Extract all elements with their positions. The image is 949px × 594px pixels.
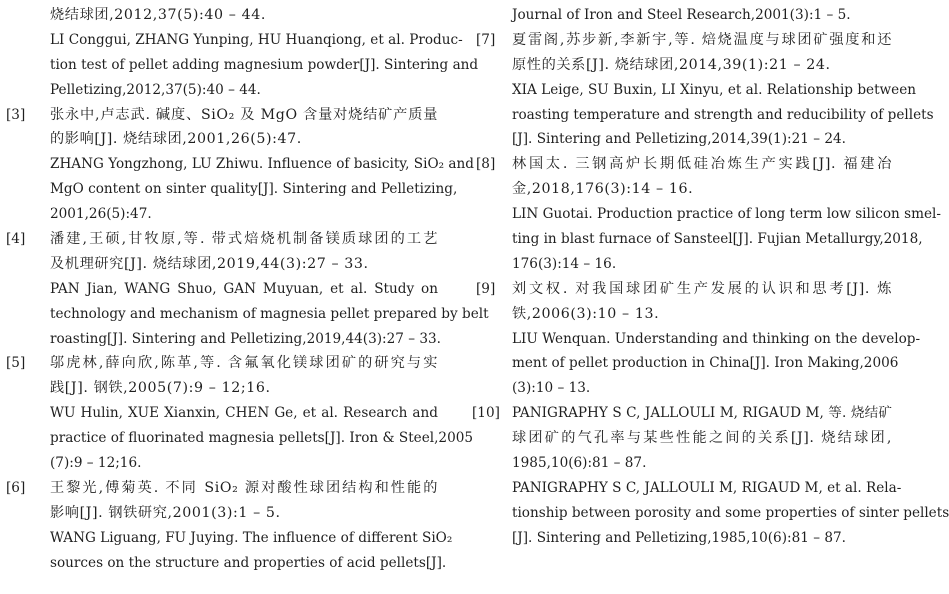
reference-entry (6, 227, 489, 351)
reference-number: [10] (472, 405, 500, 422)
reference-number: [9] (476, 280, 496, 297)
reference-line: MgO content on sinter quality[J]. Sintering and Pelletizing, (50, 181, 458, 198)
reference-entry (476, 277, 921, 401)
reference-line: 林国太. 三钢高炉长期低硅冶炼生产实践[J]. 福建冶 (512, 156, 892, 173)
reference-continuation (14, 28, 479, 103)
reference-number: [4] (6, 231, 26, 248)
reference-entry (472, 401, 949, 550)
reference-line: 影响[J]. 钢铁研究,2001(3):1 – 5. (50, 504, 281, 521)
reference-line: (3):10 – 13. (512, 380, 591, 397)
reference-line: PAN Jian, WANG Shuo, GAN Muyuan, et al. Study on (50, 280, 438, 297)
reference-entry (6, 476, 453, 576)
reference-line: LIU Wenquan. Understanding and thinking on the develop- (512, 330, 921, 347)
reference-line: 王黎光,傅菊英. 不同 SiO₂ 源对酸性球团结构和性能的 (50, 479, 438, 496)
reference-line: 邬虎林,薛向欣,陈革,等. 含氟氧化镁球团矿的研究与实 (50, 355, 438, 372)
reference-entry (476, 152, 941, 276)
reference-continuation (14, 3, 438, 28)
reference-line: 夏雷阁,苏步新,李新宇,等. 焙烧温度与球团矿强度和还 (512, 31, 892, 48)
reference-entry (6, 351, 474, 475)
reference-number: [7] (476, 31, 496, 48)
reference-line: 张永中,卢志武. 碱度、SiO₂ 及 MgO 含量对烧结矿产质量 (50, 106, 438, 123)
reference-line: 金,2018,176(3):14 – 16. (512, 181, 694, 198)
reference-line: tionship between porosity and some properties of sinter pellets (512, 504, 949, 521)
reference-line: 潘建,王硕,甘牧原,等. 带式焙烧机制备镁质球团的工艺 (50, 231, 438, 248)
reference-line: PANIGRAPHY S C, JALLOULI M, RIGAUD M, et al. Rela- (512, 479, 902, 496)
reference-line: Journal of Iron and Steel Research,2001(3):1 – 5. (512, 7, 851, 23)
reference-number: [6] (6, 479, 26, 496)
reference-entry (476, 28, 934, 152)
reference-line: [J]. Sintering and Pelletizing,1985,10(6):81 – 87. (512, 529, 846, 546)
reference-line: 践[J]. 钢铁,2005(7):9 – 12;16. (50, 380, 271, 397)
reference-line: LIN Guotai. Production practice of long term low silicon smel- (512, 206, 941, 223)
reference-number: [5] (6, 355, 26, 372)
reference-continuation (476, 3, 892, 28)
reference-line: 铁,2006(3):10 – 13. (512, 305, 660, 322)
reference-line: LI Conggui, ZHANG Yunping, HU Huanqiong, et al. Produc- (50, 31, 463, 48)
reference-line: 原性的关系[J]. 烧结球团,2014,39(1):21 – 24. (512, 56, 831, 73)
reference-line: ZHANG Yongzhong, LU Zhiwu. Influence of basicity, SiO₂ and (50, 156, 474, 173)
reference-column-right (472, 3, 949, 551)
reference-line: Pelletizing,2012,37(5):40 – 44. (50, 81, 261, 98)
reference-line: 及机理研究[J]. 烧结球团,2019,44(3):27 – 33. (50, 255, 369, 272)
reference-line: (7):9 – 12;16. (50, 455, 142, 472)
reference-line: practice of fluorinated magnesia pellets[J]. Iron & Steel,2005 (50, 430, 474, 447)
reference-line: ting in blast furnace of Sansteel[J]. Fujian Metallurgy,2018, (512, 231, 923, 248)
reference-line: sources on the structure and properties of acid pellets[J]. (50, 554, 447, 571)
reference-line: 烧结球团,2012,37(5):40 – 44. (50, 7, 266, 23)
reference-line: roasting temperature and strength and reducibility of pellets (512, 106, 934, 123)
reference-line: PANIGRAPHY S C, JALLOULI M, RIGAUD M, 等. 烧结矿 (512, 405, 892, 422)
reference-line: technology and mechanism of magnesia pellet prepared by belt (50, 305, 489, 322)
reference-line: 176(3):14 – 16. (512, 255, 617, 272)
reference-line: WANG Liguang, FU Juying. The influence of different SiO₂ (50, 529, 453, 546)
reference-line: tion test of pellet adding magnesium powder[J]. Sintering and (50, 56, 479, 73)
reference-line: 刘文权. 对我国球团矿生产发展的认识和思考[J]. 炼 (512, 280, 892, 297)
reference-number: [3] (6, 106, 26, 123)
reference-line: 的影响[J]. 烧结球团,2001,26(5):47. (50, 131, 302, 148)
reference-line: ment of pellet production in China[J]. Iron Making,2006 (512, 355, 899, 372)
reference-number: [8] (476, 156, 496, 173)
reference-line: roasting[J]. Sintering and Pelletizing,2019,44(3):27 – 33. (50, 330, 441, 347)
reference-line: 2001,26(5):47. (50, 206, 152, 223)
reference-line: WU Hulin, XUE Xianxin, CHEN Ge, et al. Research and (50, 405, 438, 422)
reference-line: 球团矿的气孔率与某些性能之间的关系[J]. 烧结球团, (512, 430, 892, 447)
reference-entry (6, 103, 474, 227)
reference-line: 1985,10(6):81 – 87. (512, 455, 647, 472)
reference-line: [J]. Sintering and Pelletizing,2014,39(1):21 – 24. (512, 131, 846, 148)
reference-line: XIA Leige, SU Buxin, LI Xinyu, et al. Relationship between (512, 81, 917, 98)
